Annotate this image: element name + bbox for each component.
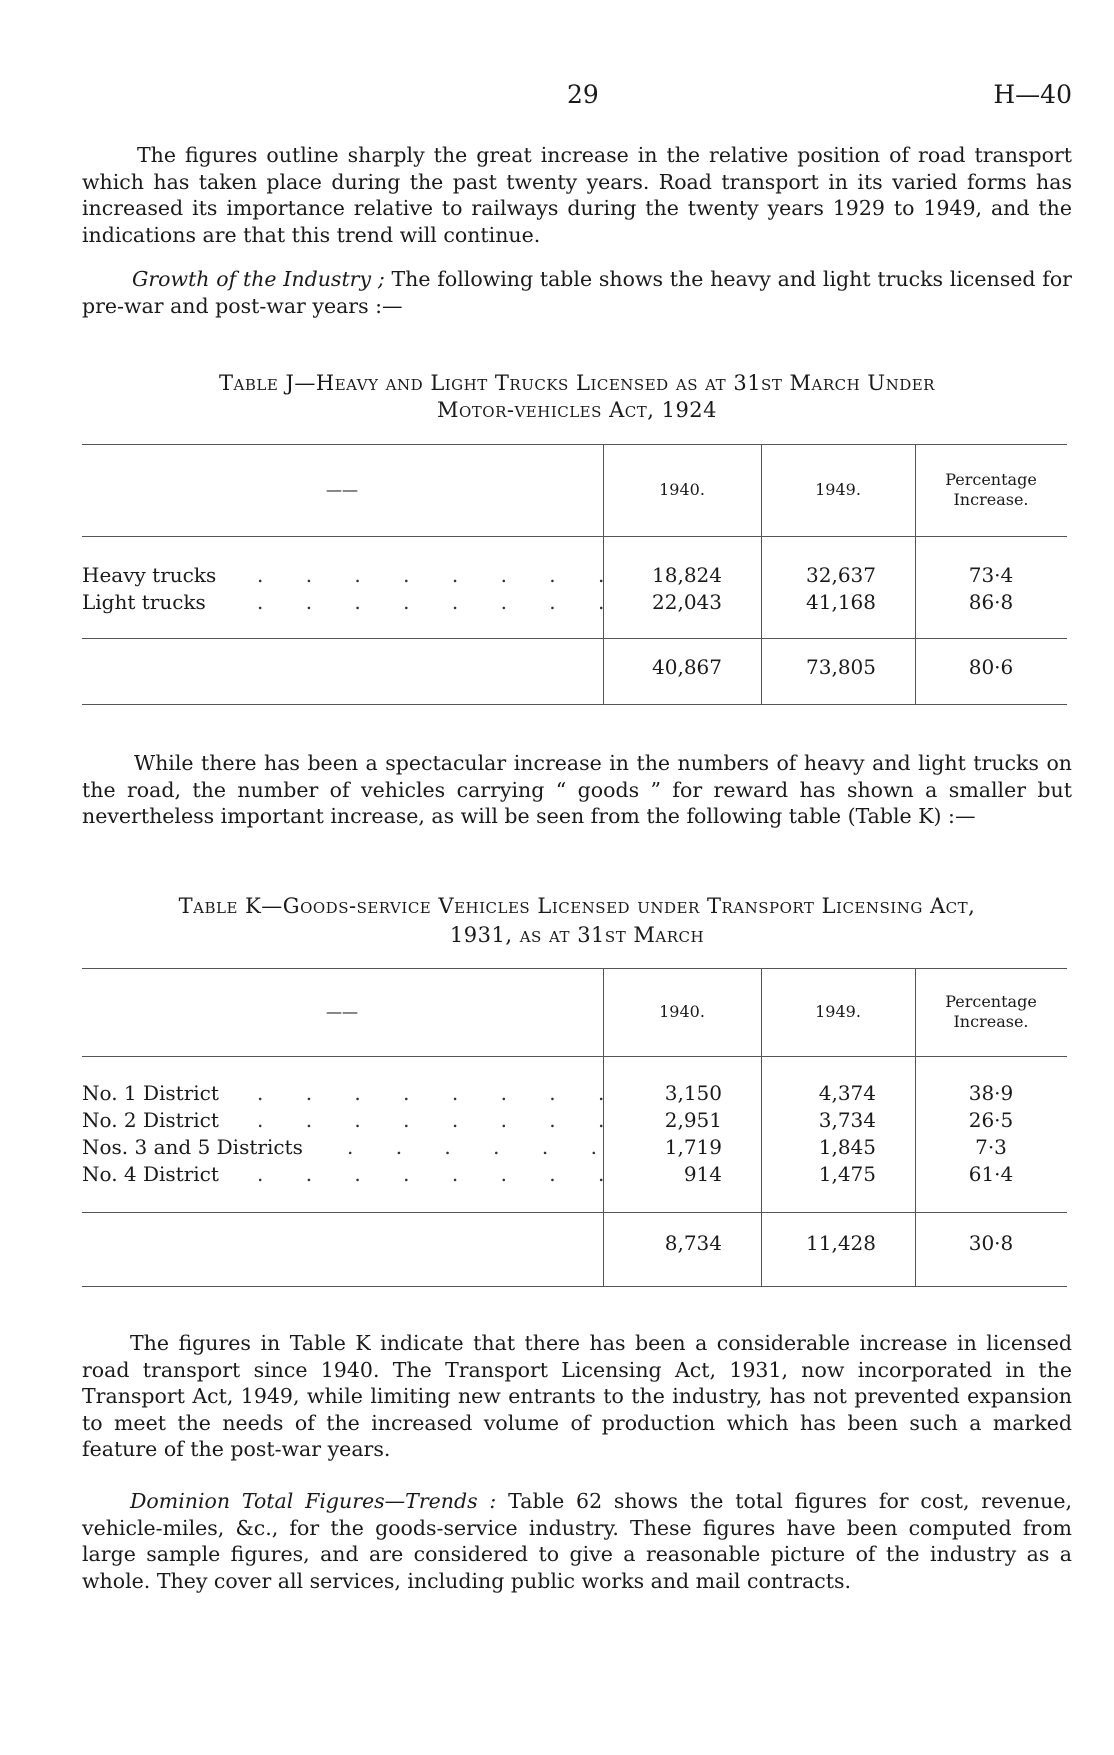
table-j-cell: 32,637 [806, 563, 876, 587]
table-j-cell: 41,168 [806, 590, 876, 614]
table-j-row-leader: . . . . . . . . [257, 590, 623, 614]
table-j-header-1949: 1949. [815, 480, 861, 499]
increase-label: Increase. [953, 1012, 1029, 1031]
percentage-label: Percentage [945, 992, 1037, 1011]
table-j-cell: 18,824 [652, 563, 722, 587]
table-k-header-1949: 1949. [815, 1002, 861, 1021]
table-k-cell: 914 [683, 1162, 722, 1186]
table-k-cell: 2,951 [664, 1108, 722, 1132]
page-reference: H—40 [993, 80, 1072, 109]
table-k-header-percentage [915, 992, 1067, 1032]
dominion-heading: Dominion Total Figures—Trends : [130, 1489, 497, 1513]
table-k-row-label: No. 4 District [82, 1162, 219, 1186]
growth-heading: Growth of the Industry ; [132, 267, 385, 291]
table-j-total-1940: 40,867 [652, 655, 722, 679]
paragraph-table-k-discussion: The figures in Table K indicate that there has been a considerable increase in licensed road transport since 1940. The Transport Licensing Act, 1931, now incorporated in the Transport Act, 1949, while limiting new entrants to the industry, has not prevented expansion to meet the needs of the increased volume of production which has been such a marked feature of the post-war years. [82, 1331, 1072, 1461]
table-k-cell: 7·3 [975, 1135, 1007, 1159]
percentage-label: Percentage [945, 470, 1037, 489]
page-number: 29 [567, 80, 599, 109]
paragraph-road-transport-increase: The figures outline sharply the great increase in the relative position of road transport which has taken place during the past twenty years. Road transport in its varied forms has increased its importance relative to railways during the twenty years 1929 to 1949, and the indications are that this trend will continue. [82, 143, 1072, 247]
table-j [82, 444, 1067, 706]
table-j-caption-line1: Table J—Heavy and Light Trucks Licensed as at 31st March Under [219, 371, 935, 395]
table-k-cell: 61·4 [968, 1162, 1014, 1186]
page-header [0, 80, 1114, 114]
table-k-cell: 3,150 [664, 1081, 722, 1105]
table-j-total-percentage: 80·6 [968, 655, 1014, 679]
table-k-row-leader: . . . . . . [347, 1135, 615, 1159]
table-j-row-label: Light trucks [82, 590, 206, 614]
table-j-stub-header: —— [326, 480, 358, 499]
table-k-cell: 1,475 [818, 1162, 876, 1186]
table-j-header-percentage [915, 470, 1067, 510]
table-j-row-leader: . . . . . . . . [257, 563, 623, 587]
table-j-row-label: Heavy trucks [82, 563, 217, 587]
table-j-header-1940: 1940. [659, 480, 705, 499]
table-k-cell: 3,734 [818, 1108, 876, 1132]
table-k-header-1940: 1940. [659, 1002, 705, 1021]
table-j-cell: 73·4 [968, 563, 1014, 587]
table-k-caption-line1: Table K—Goods-service Vehicles Licensed under Transport Licensing Act, [178, 894, 976, 918]
paragraph-growth-of-industry [82, 266, 1072, 319]
dominion-text: Table 62 shows the total figures for cost, revenue, vehicle-miles, &c., for the goods-service industry. These figures have been computed from large sample figures, and are considered to give a reasonable picture of the industry as a whole. They cover all services, including public works and mail contracts. [82, 1489, 1072, 1593]
paragraph-dominion-totals [82, 1488, 1072, 1594]
table-k [82, 968, 1067, 1288]
table-k-row-label: No. 1 District [82, 1081, 219, 1105]
table-k-stub-header: —— [326, 1002, 358, 1021]
table-k-total-percentage: 30·8 [968, 1231, 1014, 1255]
table-k-row-leader: . . . . . . . . [257, 1162, 623, 1186]
table-k-row-leader: . . . . . . . . [257, 1108, 623, 1132]
table-k-row-leader: . . . . . . . . [257, 1081, 623, 1105]
table-k-cell: 1,845 [818, 1135, 876, 1159]
table-k-cell: 1,719 [664, 1135, 722, 1159]
table-j-cell: 86·8 [968, 590, 1014, 614]
table-k-caption-line2: 1931, as at 31st March [449, 923, 705, 947]
table-j-cell: 22,043 [652, 590, 722, 614]
table-k-row-label: Nos. 3 and 5 Districts [82, 1135, 303, 1159]
table-k-cell: 4,374 [818, 1081, 876, 1105]
table-k-row-label: No. 2 District [82, 1108, 219, 1132]
table-k-cell: 38·9 [968, 1081, 1014, 1105]
table-k-cell: 26·5 [968, 1108, 1014, 1132]
growth-text: The following table shows the heavy and light trucks licensed for pre-war and post-war years :— [82, 267, 1072, 318]
paragraph-goods-vehicles: While there has been a spectacular increase in the numbers of heavy and light trucks on the road, the number of vehicles carrying “ goods ” for reward has shown a smaller but nevertheless important increase, as will be seen from the following table (Table K) :— [82, 751, 1072, 828]
increase-label: Increase. [953, 490, 1029, 509]
table-k-total-1949: 11,428 [806, 1231, 876, 1255]
table-j-caption-line2: Motor-vehicles Act, 1924 [436, 398, 718, 422]
table-j-total-1949: 73,805 [806, 655, 876, 679]
table-k-total-1940: 8,734 [664, 1231, 722, 1255]
